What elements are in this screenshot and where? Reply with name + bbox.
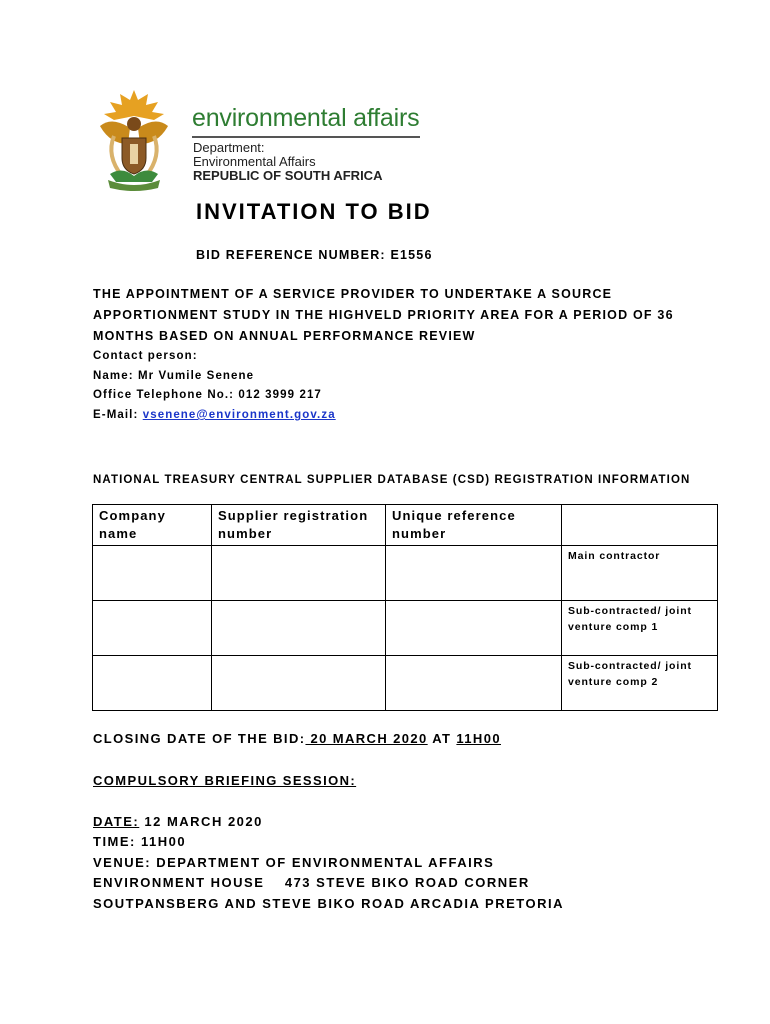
cell-role: Main contractor (562, 546, 718, 601)
contact-name: Name: Mr Vumile Senene (93, 370, 255, 382)
closing-date-value: 20 MARCH 2020 (305, 731, 428, 746)
coat-of-arms-icon (92, 86, 176, 192)
country-name: REPUBLIC OF SOUTH AFRICA (193, 168, 383, 183)
briefing-heading: COMPULSORY BRIEFING SESSION: (93, 773, 357, 788)
bid-subject: THE APPOINTMENT OF A SERVICE PROVIDER TO UNDERTAKE A SOURCE APPORTIONMENT STUDY IN THE HIGHVELD PRIORITY AREA FOR A PERIOD OF 36 MONTHS BASED ON ANNUAL PERFORMANCE REVIEW (93, 287, 674, 343)
cell-role: Sub-contracted/ joint venture comp 1 (562, 601, 718, 656)
brand-divider (192, 136, 420, 138)
cell-company-name[interactable] (93, 656, 212, 711)
csd-registration-table (92, 504, 718, 711)
closing-at: AT (427, 731, 457, 746)
cell-supplier-registration-number[interactable] (212, 656, 386, 711)
briefing-venue: VENUE: DEPARTMENT OF ENVIRONMENTAL AFFAIRS (93, 855, 495, 870)
header-company-name: Company name (93, 505, 212, 546)
briefing-time: TIME: 11H00 (93, 834, 187, 849)
cell-supplier-registration-number[interactable] (212, 546, 386, 601)
contact-email-line (93, 409, 336, 421)
cell-company-name[interactable] (93, 546, 212, 601)
brand-name: environmental affairs (192, 104, 420, 132)
email-label: E-Mail: (93, 409, 143, 421)
header-unique-reference-number: Unique reference number (386, 505, 562, 546)
document-title: INVITATION TO BID (196, 199, 432, 224)
department-name: Environmental Affairs (193, 154, 316, 169)
closing-time-value: 11H00 (456, 731, 501, 746)
briefing-address-line1: ENVIRONMENT HOUSE 473 STEVE BIKO ROAD CORNER (93, 875, 530, 890)
cell-unique-reference-number[interactable] (386, 546, 562, 601)
closing-date-label: CLOSING DATE OF THE BID: (93, 731, 306, 746)
header-role (562, 505, 718, 546)
email-link[interactable]: vsenene@environment.gov.za (142, 409, 336, 421)
bid-reference-number: BID REFERENCE NUMBER: E1556 (196, 248, 433, 262)
briefing-date-line (93, 814, 263, 829)
csd-heading: NATIONAL TREASURY CENTRAL SUPPLIER DATABASE (CSD) REGISTRATION INFORMATION (93, 474, 691, 486)
department-label: Department: (193, 140, 265, 155)
table-row (93, 601, 718, 656)
cell-role: Sub-contracted/ joint venture comp 2 (562, 656, 718, 711)
header-supplier-registration-number: Supplier registration number (212, 505, 386, 546)
briefing-date-label: DATE: (93, 814, 140, 829)
briefing-address-line2: SOUTPANSBERG AND STEVE BIKO ROAD ARCADIA PRETORIA (93, 896, 564, 911)
cell-unique-reference-number[interactable] (386, 656, 562, 711)
closing-date-line (93, 731, 501, 746)
cell-company-name[interactable] (93, 601, 212, 656)
table-row (93, 546, 718, 601)
contact-phone: Office Telephone No.: 012 3999 217 (93, 389, 322, 401)
cell-unique-reference-number[interactable] (386, 601, 562, 656)
table-header-row (93, 505, 718, 546)
contact-heading: Contact person: (93, 350, 198, 362)
briefing-date-value: 12 MARCH 2020 (139, 814, 263, 829)
cell-supplier-registration-number[interactable] (212, 601, 386, 656)
table-row (93, 656, 718, 711)
